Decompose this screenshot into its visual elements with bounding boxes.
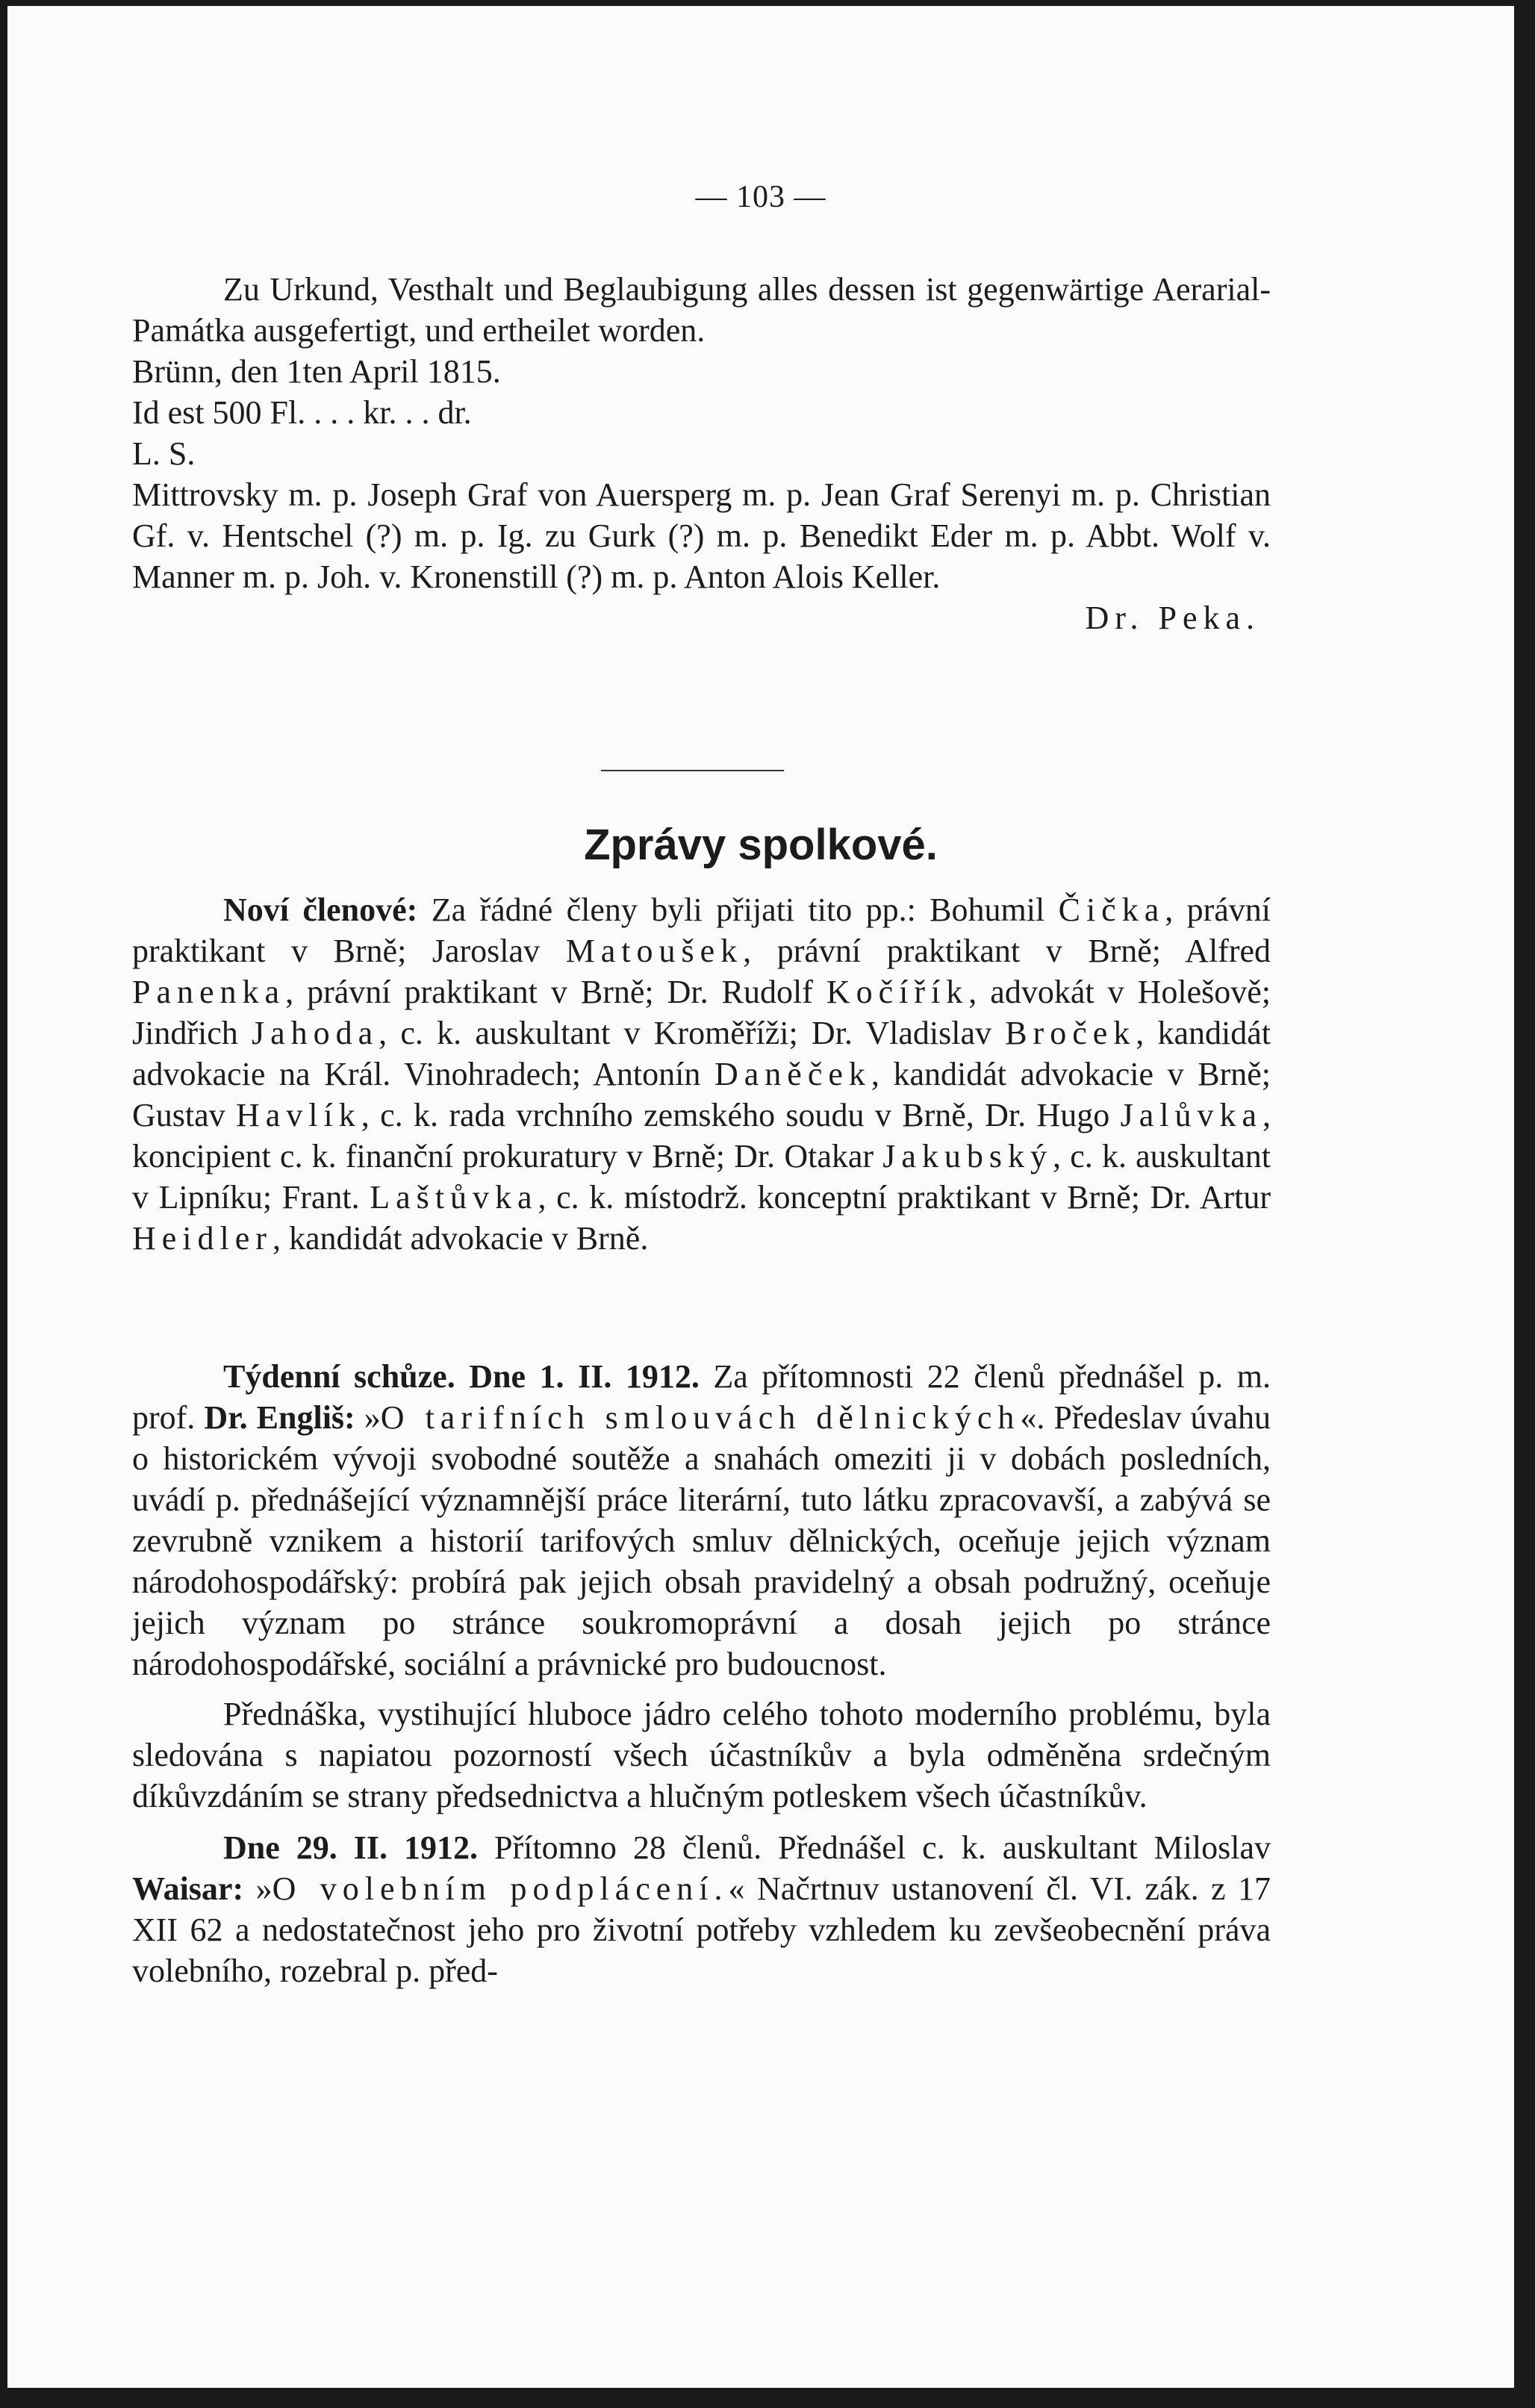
certificate-amount: Id est 500 Fl. . . . kr. . . dr. xyxy=(132,394,472,431)
signatories-list: Mittrovsky m. p. Joseph Graf von Auersperg m. p. Jean Graf Serenyi m. p. Christian Gf. v. Hentschel (?) m. p. Ig. zu Gurk (?) m. p. Benedikt Eder m. p. Abbt. Wolf v. Manner m. p. Joh. v. Kronenstill (?) m. p. Anton Alois Keller. xyxy=(132,476,1271,595)
member-name: Jahoda xyxy=(251,1015,379,1051)
member-name: Heidler xyxy=(132,1220,273,1257)
speaker-name: Dr. Engliš: xyxy=(204,1399,355,1436)
meeting-date-label: Dne 29. II. 1912. xyxy=(223,1829,479,1866)
certificate-section xyxy=(132,269,1271,638)
certificate-place-date: Brünn, den 1ten April 1815. xyxy=(132,353,501,390)
speaker-name: Waisar: xyxy=(132,1870,244,1907)
member-name: Daněček xyxy=(714,1056,871,1092)
section-heading: Zprávy spolkové. xyxy=(584,821,938,869)
member-name: Jalůvka xyxy=(1120,1097,1262,1133)
seal-mark: L. S. xyxy=(132,435,196,472)
lecture-title: O tarifních smlouvách dělnických xyxy=(380,1399,1021,1436)
new-members-label: Noví členové: xyxy=(223,892,418,928)
article-author: Dr. Peka. xyxy=(1085,600,1260,636)
member-name: Kočířík xyxy=(826,974,969,1010)
meeting-section xyxy=(132,1356,1271,1991)
section-divider xyxy=(601,770,784,771)
member-name: Matoušek xyxy=(565,933,744,969)
new-members-paragraph: Noví členové: Za řádné členy byli přijati tito pp.: Bohumil Čička, právní praktikant v Brně; Jaroslav Matoušek, právní praktikant v Brně; Alfred Panenka, právní praktikant v Brně; Dr. Rudolf Kočířík, advokát v Holešově; Jindřich Jahoda, c. k. auskultant v Kroměříži; Dr. Vladislav Broček, kandidát advokacie na Král. Vinohradech; Antonín Daněček, kandidát advokacie v Brně; Gustav Havlík, c. k. rada vrchního zemského soudu v Brně, Dr. Hugo Jalůvka, koncipient c. k. finanční prokuratury v Brně; Dr. Otakar Jakubský, c. k. auskultant v Lipníku; Frant. Laštůvka, c. k. místodrž. konceptní praktikant v Brně; Dr. Artur Heidler, kandidát advokacie v Brně. xyxy=(132,892,1271,1257)
lecture-note-paragraph: Přednáška, vystihující hluboce jádro celého tohoto moderního problému, byla sledována s napiatou pozorností všech účastníkův a byla odměněna srdečným díkůvzdáním se strany předsednictva a hlučným potleskem všech účastníkův. xyxy=(132,1696,1271,1814)
member-name: Havlík xyxy=(236,1097,361,1133)
meeting-paragraph-1: Týdenní schůze. Dne 1. II. 1912. Za přítomnosti 22 členů přednášel p. m. prof. Dr. Engliš: »O tarifních smlouvách dělnických«. Předeslav úvahu o historickém vývoji svobodné soutěže a snahách omeziti ji v dobách posledních, uvádí p. přednášející významnější práce literární, tuto látku zpracovavší, a zabývá se zevrubně vznikem a historií tarifových smluv dělnických, oceňuje jejich význam národohospodářský: probírá pak jejich obsah pravidelný a obsah podružný, oceňuje jejich význam po stránce soukromoprávní a dosah jejich po stránce národohospodářské, sociální a právnické pro budoucnost. xyxy=(132,1358,1271,1682)
document-page xyxy=(7,6,1514,2388)
meeting-paragraph-2: Dne 29. II. 1912. Přítomno 28 členů. Přednášel c. k. auskultant Miloslav Waisar: »O volebním podplácení.« Načrtnuv ustanovení čl. VI. zák. z 17 XII 62 a nedostatečnost jeho pro životní potřeby vzhledem ku zevšeobecnění práva volebního, rozebral p. před- xyxy=(132,1829,1271,1989)
page-number: — 103 — xyxy=(695,180,826,214)
member-name: Broček xyxy=(1005,1015,1136,1051)
member-name: Panenka xyxy=(132,974,286,1010)
certificate-paragraph: Zu Urkund, Vesthalt und Beglaubigung alles dessen ist gegenwärtige Aerarial-Památka ausgefertigt, und ertheilet worden. xyxy=(132,271,1271,349)
member-name: Laštůvka xyxy=(370,1179,538,1216)
member-name: Čička xyxy=(1058,892,1165,928)
news-section xyxy=(132,889,1271,1259)
meeting-date-label: Týdenní schůze. Dne 1. II. 1912. xyxy=(223,1358,700,1395)
lecture-title: O volebním podplácení. xyxy=(272,1870,729,1907)
member-name: Jakubský xyxy=(882,1138,1053,1175)
